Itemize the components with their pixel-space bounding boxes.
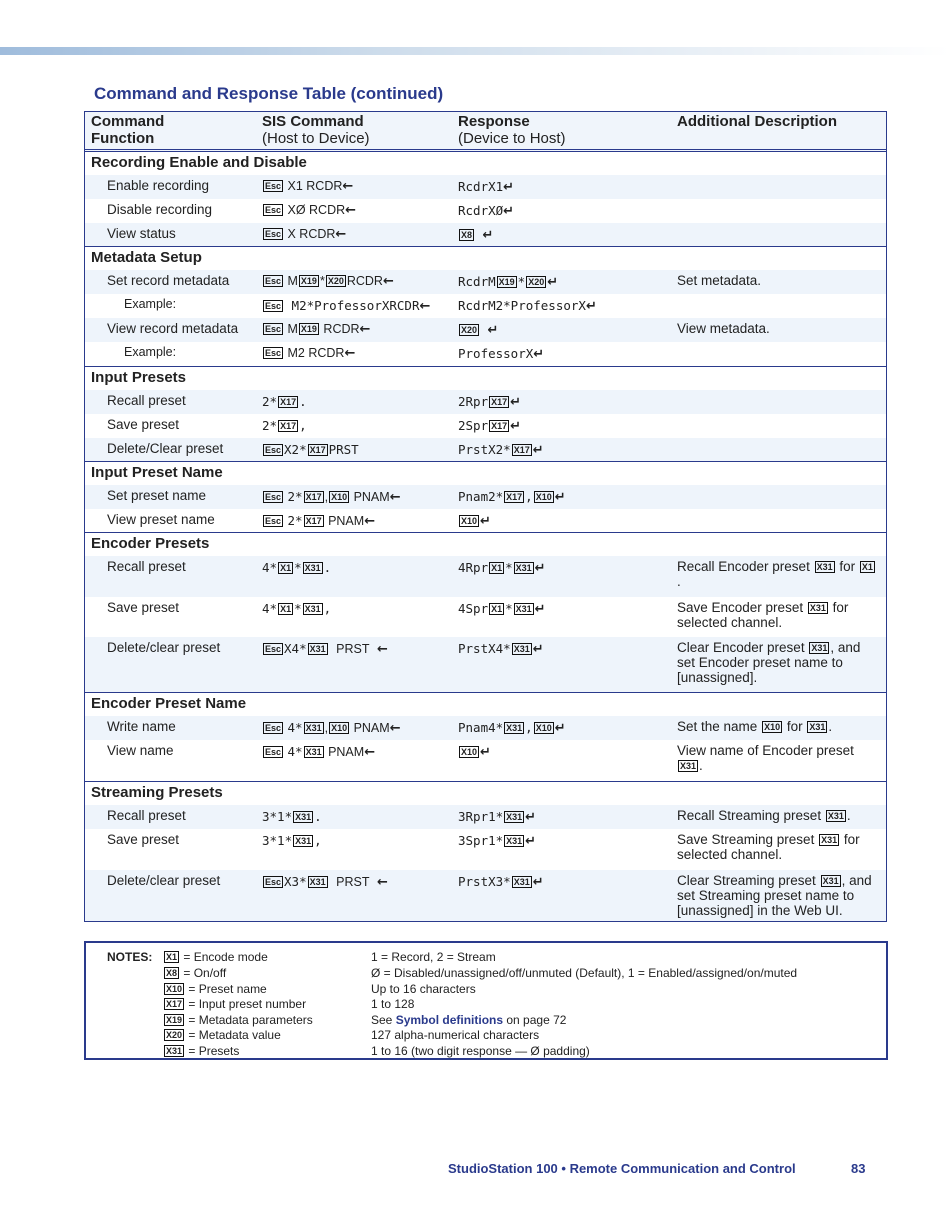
- top-gradient-bar: [0, 47, 950, 55]
- command-table: [84, 111, 887, 922]
- response: RcdrM X19 * X20 ↵: [458, 274, 559, 290]
- group-divider: [85, 246, 886, 247]
- sis-command: Esc 2* X17 PNAM←: [265, 513, 376, 529]
- response: RcdrM2*ProfessorX↵: [458, 298, 597, 314]
- sis-command: 3*1* X31 ,: [262, 833, 322, 848]
- description: Clear Streaming preset X31 , and set Streaming preset name to [unassigned] in the Web UI.: [677, 873, 872, 918]
- table-row: [85, 199, 886, 223]
- table-row: [85, 223, 886, 247]
- group-divider: [85, 781, 886, 782]
- table-row: [85, 342, 886, 366]
- description: View name of Encoder preset X31 .: [677, 743, 854, 773]
- command-function: View name: [107, 743, 174, 758]
- table-row: [85, 716, 886, 740]
- sis-command: Esc XØ RCDR←: [265, 203, 357, 218]
- command-function: Delete/Clear preset: [107, 441, 224, 456]
- command-function: Example:: [124, 297, 177, 311]
- note-description: 1 to 16 (two digit response — Ø padding): [371, 1044, 590, 1058]
- table-row: [85, 637, 886, 692]
- page-number: 83: [851, 1161, 866, 1176]
- response: 4Spr X1 * X31 ↵: [458, 601, 546, 617]
- group-heading: Metadata Setup: [91, 249, 202, 266]
- notes-label: NOTES:: [107, 950, 153, 964]
- command-function: Delete/clear preset: [107, 640, 221, 655]
- command-function: Recall preset: [107, 808, 186, 823]
- group-heading: Encoder Preset Name: [91, 695, 247, 712]
- sis-command: Esc 4* X31 , X10 PNAM←: [265, 720, 401, 736]
- command-function: View record metadata: [107, 321, 239, 336]
- group-heading: Streaming Presets: [91, 784, 223, 801]
- sis-command: Esc X RCDR←: [265, 227, 347, 242]
- table-row: [85, 870, 886, 921]
- page-title: Command and Response Table (continued): [94, 84, 444, 103]
- table-row: [85, 829, 886, 870]
- response: 3Spr1* X31 ↵: [458, 833, 537, 849]
- sis-command: Esc M X19 RCDR←: [265, 322, 371, 337]
- response: PrstX3* X31 ↵: [458, 874, 544, 890]
- table-row: [85, 438, 886, 462]
- response: Pnam2* X17 , X10 ↵: [458, 489, 566, 505]
- sis-command: 3*1* X31 .: [262, 809, 322, 824]
- description: View metadata.: [677, 321, 770, 336]
- table-row: [85, 485, 886, 509]
- note-description: 127 alpha-numerical characters: [371, 1028, 540, 1042]
- response: X10 ↵: [461, 745, 491, 760]
- response: X8 ↵: [461, 228, 494, 243]
- command-function: Save preset: [107, 600, 180, 615]
- note-symbol: X19 = Metadata parameters: [166, 1013, 313, 1027]
- sis-command: Esc 2* X17 , X10 PNAM←: [265, 489, 401, 505]
- note-description: 1 to 128: [371, 997, 415, 1011]
- description: Save Streaming preset X31 for selected channel.: [677, 832, 860, 862]
- command-function: Write name: [107, 719, 176, 734]
- command-function: Recall preset: [107, 559, 186, 574]
- header-command-function: Command Function: [91, 113, 165, 147]
- response: X10 ↵: [461, 514, 491, 529]
- command-function: View status: [107, 226, 176, 241]
- note-description: Ø = Disabled/unassigned/off/unmuted (Default), 1 = Enabled/assigned/on/muted: [371, 966, 798, 980]
- note-symbol: X1 = Encode mode: [166, 950, 268, 964]
- description: Save Encoder preset X31 for selected channel.: [677, 600, 849, 630]
- response: 3Rpr1* X31 ↵: [458, 809, 537, 825]
- table-row: [85, 556, 886, 597]
- sis-command: Esc X1 RCDR←: [265, 179, 354, 194]
- description: Clear Encoder preset X31 , and set Encoder preset name to [unassigned].: [677, 640, 861, 685]
- symbol-definitions-link[interactable]: Symbol definitions: [395, 1013, 504, 1027]
- header-additional-description: Additional Description: [677, 113, 838, 130]
- description: Recall Encoder preset X31 for X1.: [677, 559, 873, 589]
- command-function: View preset name: [107, 512, 215, 527]
- response: Pnam4* X31 , X10 ↵: [458, 720, 566, 736]
- note-symbol: X8 = On/off: [166, 966, 227, 980]
- table-row: [85, 390, 886, 414]
- note-symbol: X17 = Input preset number: [166, 997, 307, 1011]
- notes-box: [84, 941, 888, 1060]
- response: RcdrX1↵: [458, 179, 515, 195]
- group-divider: [85, 461, 886, 462]
- sis-command: 4* X1 * X31 ,: [262, 601, 332, 616]
- table-row: [85, 294, 886, 318]
- note-symbol: X20 = Metadata value: [166, 1028, 281, 1042]
- response: ProfessorX↵: [458, 346, 545, 362]
- command-function: Disable recording: [107, 202, 213, 217]
- header-response: Response (Device to Host): [458, 113, 566, 147]
- sis-command: 4* X1 * X31 .: [262, 560, 332, 575]
- sis-command: Esc X4* X31 PRST ←: [265, 641, 388, 657]
- description: Set metadata.: [677, 273, 762, 288]
- note-symbol: X10 = Preset name: [166, 982, 267, 996]
- table-row: [85, 270, 886, 294]
- sis-command: 2* X17 .: [262, 394, 307, 409]
- note-description: Up to 16 characters: [371, 982, 476, 996]
- note-description: 1 = Record, 2 = Stream: [371, 950, 496, 964]
- sis-command: Esc M X19 * X20 RCDR←: [265, 274, 394, 289]
- sis-command: Esc 4* X31 PNAM←: [265, 744, 376, 760]
- group-divider: [85, 366, 886, 367]
- footer-text: StudioStation 100 • Remote Communication and Control: [448, 1161, 796, 1176]
- sis-command: Esc X2* X17 PRST: [265, 442, 359, 457]
- group-heading: Encoder Presets: [91, 535, 210, 552]
- table-row: [85, 805, 886, 829]
- table-row: [85, 509, 886, 533]
- sis-command: Esc M2 RCDR←: [265, 346, 356, 361]
- description: Set the name X10 for X31 .: [677, 719, 833, 734]
- sis-command: 2* X17 ,: [262, 418, 307, 433]
- command-function: Save preset: [107, 417, 180, 432]
- command-function: Enable recording: [107, 178, 210, 193]
- command-function: Set preset name: [107, 488, 207, 503]
- command-function: Recall preset: [107, 393, 186, 408]
- note-description: See Symbol definitions on page 72: [371, 1013, 567, 1027]
- command-function: Set record metadata: [107, 273, 230, 288]
- group-heading: Recording Enable and Disable: [91, 154, 307, 171]
- group-heading: Input Preset Name: [91, 464, 223, 481]
- sis-command: Esc X3* X31 PRST ←: [265, 874, 388, 890]
- response: X20 ↵: [461, 323, 499, 338]
- table-row: [85, 318, 886, 342]
- header-sis-command: SIS Command (Host to Device): [262, 113, 370, 147]
- response: PrstX2* X17 ↵: [458, 442, 544, 458]
- table-row: [85, 175, 886, 199]
- description: Recall Streaming preset X31 .: [677, 808, 851, 823]
- group-divider: [85, 532, 886, 533]
- response: PrstX4* X31 ↵: [458, 641, 544, 657]
- command-function: Example:: [124, 345, 177, 359]
- command-function: Delete/clear preset: [107, 873, 221, 888]
- group-heading: Input Presets: [91, 369, 187, 386]
- table-row: [85, 414, 886, 438]
- sis-command: Esc M2*ProfessorXRCDR←: [265, 298, 431, 314]
- table-row: [85, 597, 886, 637]
- group-divider: [85, 692, 886, 693]
- response: 2Spr X17 ↵: [458, 418, 522, 434]
- response: RcdrXØ↵: [458, 203, 515, 219]
- command-function: Save preset: [107, 832, 180, 847]
- note-symbol: X31 = Presets: [166, 1044, 240, 1058]
- table-header: [85, 112, 886, 152]
- response: 4Rpr X1 * X31 ↵: [458, 560, 546, 576]
- table-row: [85, 740, 886, 781]
- response: 2Rpr X17 ↵: [458, 394, 522, 410]
